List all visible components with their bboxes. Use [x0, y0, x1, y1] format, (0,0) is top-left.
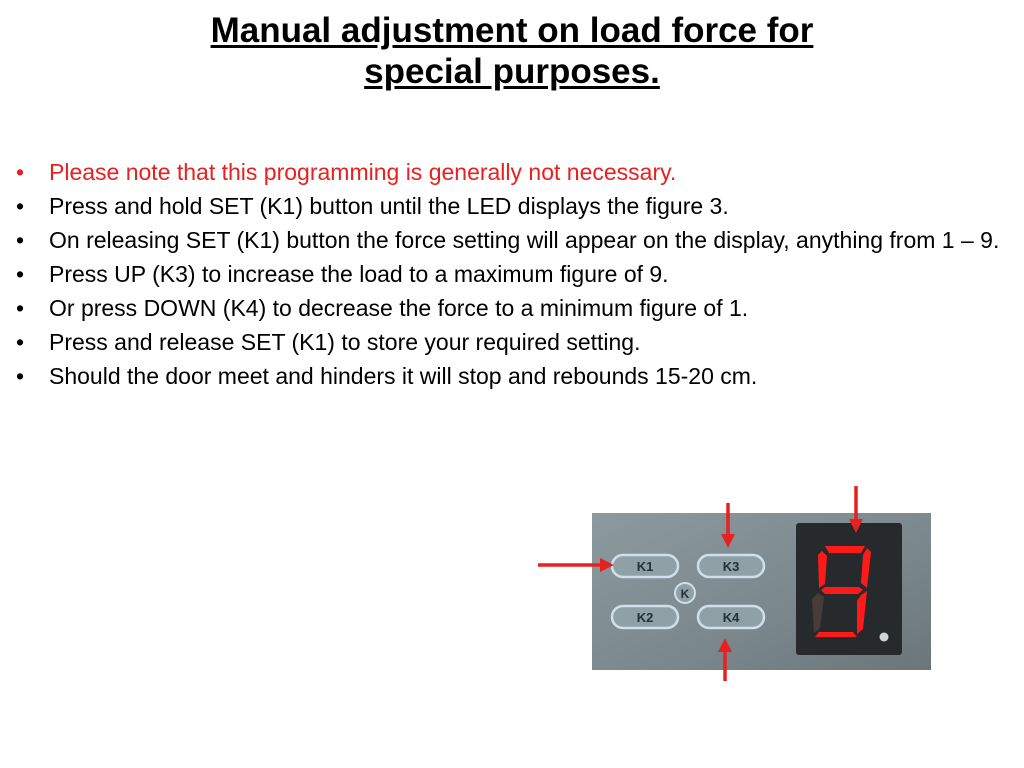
decimal-point [880, 633, 889, 642]
list-item [16, 262, 1006, 287]
key-k3-label: K3 [722, 559, 740, 574]
bullet-dot: • [16, 329, 25, 355]
bullet-dot: • [16, 363, 25, 389]
list-item-text: Should the door meet and hinders it will stop and rebounds 15-20 cm. [49, 363, 758, 389]
list-item-note [16, 160, 1006, 185]
list-item [16, 330, 1006, 355]
bullet-dot: • [16, 227, 25, 253]
key-center-badge [675, 583, 695, 603]
control-panel-photo [592, 513, 931, 670]
list-item-text: Press and hold SET (K1) button until the LED displays the figure 3. [49, 193, 729, 219]
key-k2 [612, 606, 678, 628]
key-k3 [698, 555, 764, 577]
list-item [16, 364, 1006, 389]
slide-title [0, 10, 1024, 92]
segment-a [825, 546, 865, 553]
key-center-label: K [680, 587, 690, 601]
instruction-list [16, 160, 1006, 398]
key-k2-label: K2 [636, 610, 654, 625]
control-panel-graphic [592, 513, 931, 670]
list-item [16, 228, 1006, 253]
key-k4-label: K4 [722, 610, 740, 625]
list-item [16, 296, 1006, 321]
bullet-dot: • [16, 261, 25, 287]
key-k1-label: K1 [636, 559, 654, 574]
list-item-text: Please note that this programming is generally not necessary. [49, 159, 677, 185]
list-item-text: Press UP (K3) to increase the load to a maximum figure of 9. [49, 261, 669, 287]
list-item-text: Press and release SET (K1) to store your required setting. [49, 329, 641, 355]
bullet-dot: • [16, 159, 25, 185]
key-k1 [612, 555, 678, 577]
segment-d [815, 632, 857, 637]
title-line-1: Manual adjustment on load force for [210, 11, 814, 50]
list-item [16, 194, 1006, 219]
segment-g [821, 587, 863, 594]
bullet-dot: • [16, 295, 25, 321]
list-item-text: On releasing SET (K1) button the force setting will appear on the display, anything from 1 – 9. [49, 227, 1000, 253]
key-k4 [698, 606, 764, 628]
bullet-dot: • [16, 193, 25, 219]
list-item-text: Or press DOWN (K4) to decrease the force to a minimum figure of 1. [49, 295, 749, 321]
title-line-2: special purposes. [364, 52, 660, 91]
